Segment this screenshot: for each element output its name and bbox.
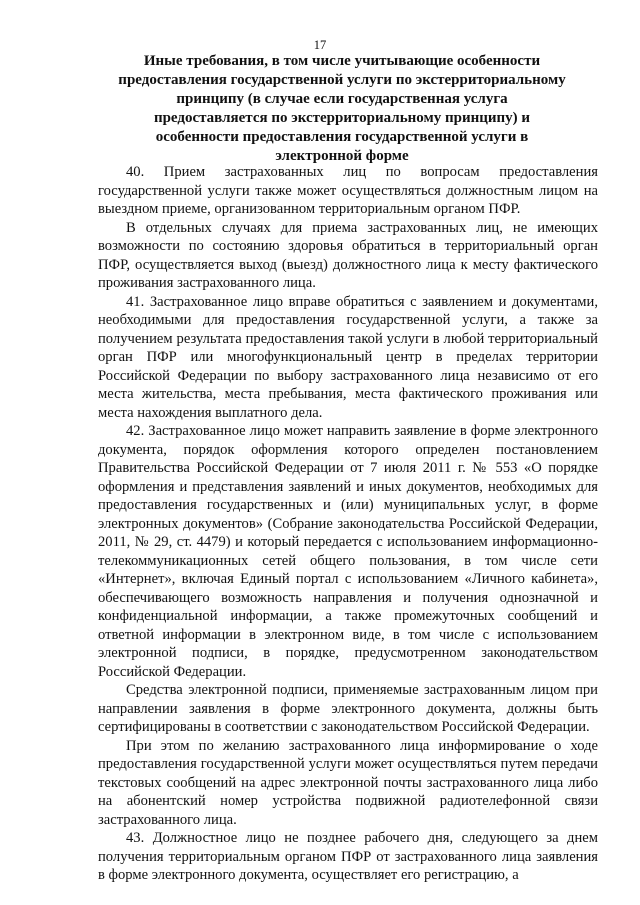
paragraph-42-informing: При этом по желанию застрахованного лица информирование о ходе предоставления государственной услуги может осуществляться путем передачи текстовых сообщений на адрес электронной почты застрахованного лица либо на абонентский номер устройства подвижной радиотелефонной связи застрахованного лица. xyxy=(98,737,598,828)
paragraph-41: 41. Застрахованное лицо вправе обратиться с заявлением и документами, необходимыми для предоставления государственной услуги, а также за получением результата предоставления такой услуги в любой территориальный орган ПФР или многофункциональный центр в пределах территории Российской Федерации по выбору застрахованного лица независимо от его места жительства, места пребывания, места фактического проживания или места нахождения выплатного дела. xyxy=(98,293,598,421)
page-number: 17 xyxy=(313,38,327,52)
paragraph-40: 40. Прием застрахованных лиц по вопросам предоставления государственной услуги также может осуществляться должностным лицом на выездном приеме, организованном территориальным органом ПФР. xyxy=(98,164,598,217)
paragraph-40-continued: В отдельных случаях для приема застрахованных лиц, не имеющих возможности по состоянию здоровья обратиться в территориальный орган ПФР, осуществляется выход (выезд) должностного лица к месту фактического проживания застрахованного лица. xyxy=(98,219,598,291)
paragraph-43: 43. Должностное лицо не позднее рабочего дня, следующего за днем получения территориальным органом ПФР от застрахованного лица заявления в форме электронного документа, осуществляет его регистрацию, а xyxy=(98,830,598,883)
paragraph-42: 42. Застрахованное лицо может направить заявление в форме электронного документа, порядок оформления которого определен постановлением Правительства Российской Федерации от 7 июля 2011 г. № 553 «О порядке оформления и представления заявлений и иных документов, необходимых для предоставления государственных и (или) муниципальных услуг, в форме электронных документов» (Собрание законодательства Российской Федерации, 2011, № 29, ст. 4479) и который передается с использованием информационно-телекоммуникационных сетей общего пользования, в том числе сети «Интернет», включая Единый портал с использованием «Личного кабинета», обеспечивающего возможность направления и получения однозначной и конфиденциальной информации, а также промежуточных сообщений и ответной информации в электронном виде, в том числе с использованием электронной подписи, в порядке, предусмотренном законодательством Российской Федерации. xyxy=(98,423,598,680)
section-heading: Иные требования, в том числе учитывающие особенности предоставления государственной услуги по экстерриториальному принципу (в случае если государственная услуга предоставляется по экстерриториальному принципу) и особенности предоставления государственной услуги в электронной форме xyxy=(118,53,566,164)
document-body xyxy=(98,163,598,885)
paragraph-42-signature: Средства электронной подписи, применяемые застрахованным лицом при направлении заявления в форме электронного документа, должны быть сертифицированы в соответствии с законодательством Российской Федерации. xyxy=(98,682,598,735)
